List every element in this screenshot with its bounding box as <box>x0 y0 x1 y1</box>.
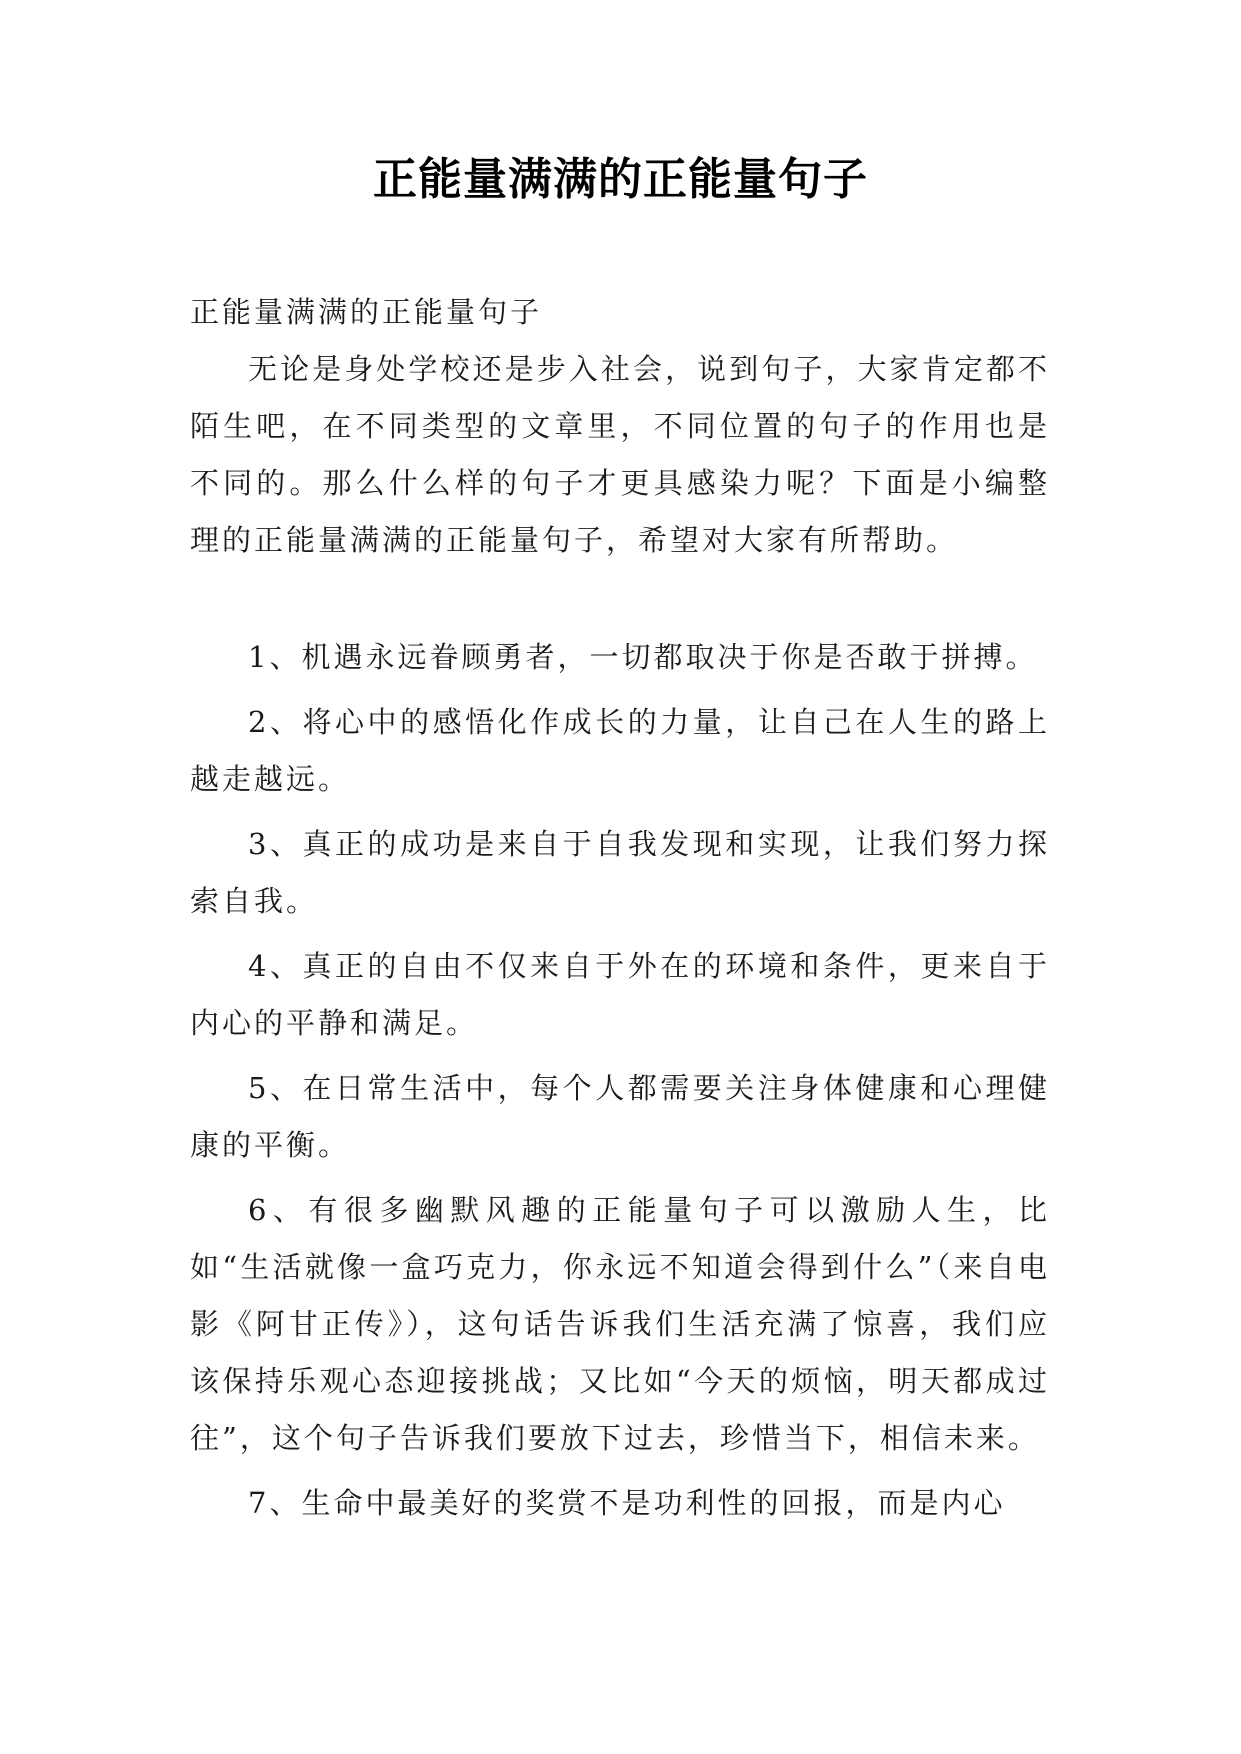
list-item: 4、真正的自由不仅来自于外在的环境和条件，更来自于内心的平静和满足。 <box>190 949 1050 1040</box>
list-item: 3、真正的成功是来自于自我发现和实现，让我们努力探索自我。 <box>190 827 1050 918</box>
intro-paragraph: 无论是身处学校还是步入社会，说到句子，大家肯定都不陌生吧，在不同类型的文章里，不同位置的句子的作用也是不同的。那么什么样的句子才更具感染力呢？下面是小编整理的正能量满满的正能量句子，希望对大家有所帮助。 <box>190 352 1050 557</box>
list-item: 7、生命中最美好的奖赏不是功利性的回报，而是内心 <box>248 1486 1006 1520</box>
document-subtitle: 正能量满满的正能量句子 <box>190 295 543 329</box>
document-body <box>190 284 1050 1540</box>
list-item: 1、机遇永远眷顾勇者，一切都取决于你是否敢于拼搏。 <box>248 640 1038 674</box>
list-item: 5、在日常生活中，每个人都需要关注身体健康和心理健康的平衡。 <box>190 1071 1050 1162</box>
document-title: 正能量满满的正能量句子 <box>373 154 868 205</box>
list-item: 6、有很多幽默风趣的正能量句子可以激励人生，比如“生活就像一盒巧克力，你永远不知道会得到什么”（来自电影《阿甘正传》），这句话告诉我们生活充满了惊喜，我们应该保持乐观心态迎接挑战；又比如“今天的烦恼，明天都成过往”，这个句子告诉我们要放下过去，珍惜当下，相信未来。 <box>190 1193 1050 1455</box>
list-item: 2、将心中的感悟化作成长的力量，让自己在人生的路上越走越远。 <box>190 705 1050 796</box>
